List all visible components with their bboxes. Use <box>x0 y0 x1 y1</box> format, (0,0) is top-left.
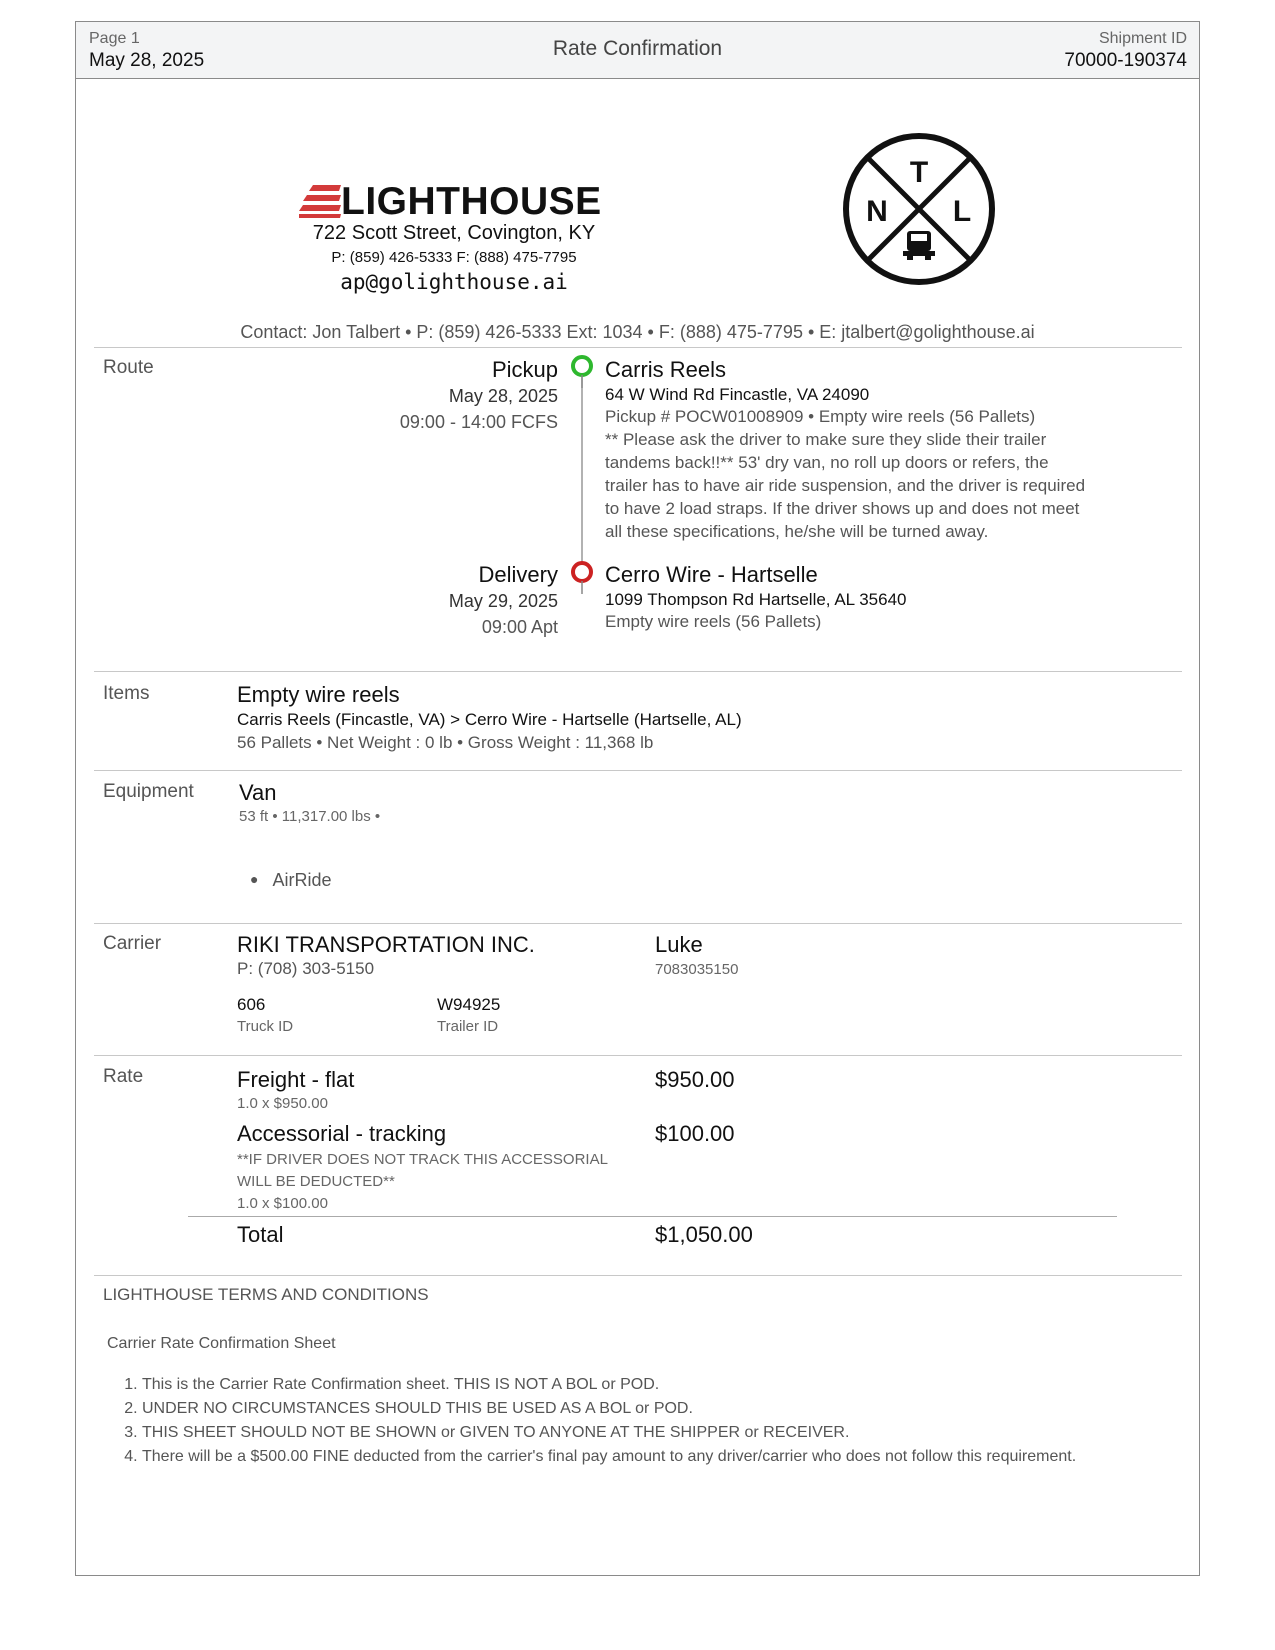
truck-icon <box>903 231 935 260</box>
rate-line-amount: $100.00 <box>655 1121 735 1146</box>
divider <box>94 347 1182 348</box>
rate-line-note: **IF DRIVER DOES NOT TRACK THIS ACCESSORIAL WILL BE DEDUCTED** <box>237 1151 608 1190</box>
delivery-details <box>605 562 1095 633</box>
pickup-address: 64 W Wind Rd Fincastle, VA 24090 <box>605 385 870 404</box>
equipment-label: Equipment <box>103 781 194 802</box>
terms-item: 1. This is the Carrier Rate Confirmation sheet. THIS IS NOT A BOL or POD. <box>142 1374 1137 1395</box>
trailer-id-label: Trailer ID <box>437 1018 499 1035</box>
ntl-badge-logo <box>841 131 997 287</box>
rate-confirmation-page <box>75 21 1200 1576</box>
divider <box>94 923 1182 924</box>
item-weights: 56 Pallets • Net Weight : 0 lb • Gross Weight : 11,368 lb <box>237 733 654 752</box>
carrier-name: RIKI TRANSPORTATION INC. <box>237 932 535 957</box>
delivery-address: 1099 Thompson Rd Hartselle, AL 35640 <box>605 590 907 609</box>
delivery-time: 09:00 Apt <box>481 617 558 637</box>
carrier-label: Carrier <box>103 933 162 954</box>
rate-line-name: Accessorial - tracking <box>237 1121 447 1146</box>
pickup-date: May 28, 2025 <box>448 386 558 406</box>
divider <box>94 1275 1182 1276</box>
equipment-feature-label: AirRide <box>272 870 332 890</box>
carrier-details <box>237 932 535 979</box>
delivery-schedule <box>298 562 558 640</box>
broker-address: 722 Scott Street, Covington, KY <box>312 222 596 244</box>
contact-line: Contact: Jon Talbert • P: (859) 426-5333 Ext: 1034 • F: (888) 475-7795 • E: jtalbert@golighthouse.ai <box>240 322 1035 342</box>
page-number: Page 1 <box>89 30 140 47</box>
divider <box>94 1055 1182 1056</box>
driver-phone: 7083035150 <box>655 961 739 978</box>
pickup-details <box>605 357 1095 543</box>
terms-list <box>115 1374 1137 1470</box>
header-right <box>1064 29 1187 73</box>
pickup-title: Pickup <box>491 357 558 382</box>
broker-email: ap@golighthouse.ai <box>340 270 568 294</box>
total-label: Total <box>237 1222 284 1247</box>
pickup-note: Pickup # POCW01008909 • Empty wire reels (56 Pallets) ** Please ask the driver to make sure they slide their trailer tandems back!!** 53' dry van, no roll up doors or refers, the trailer has to have air ride suspension, and the driver is required to have 2 load straps. If the driver shows up and does not meet all these specifications, he/she will be turned away. <box>605 407 1086 541</box>
bullet-icon: ● <box>250 871 259 887</box>
item-name: Empty wire reels <box>237 682 400 707</box>
total-amount: $1,050.00 <box>655 1222 753 1247</box>
truck-id: 606 <box>237 995 266 1014</box>
rate-line-accessorial <box>237 1121 637 1215</box>
lighthouse-stripes-icon <box>299 183 341 219</box>
total-divider <box>188 1216 1117 1217</box>
pickup-marker-icon <box>573 357 591 375</box>
item-lane: Carris Reels (Fincastle, VA) > Cerro Wire - Hartselle (Hartselle, AL) <box>237 710 742 729</box>
equipment-specs: 53 ft • 11,317.00 lbs • <box>239 808 381 825</box>
badge-letter-t: T <box>909 156 929 189</box>
pickup-schedule <box>298 357 558 435</box>
badge-letter-n: N <box>866 195 888 228</box>
lighthouse-logo-text: LIGHTHOUSE <box>341 180 602 223</box>
divider <box>94 770 1182 771</box>
delivery-date: May 29, 2025 <box>448 591 558 611</box>
items-details <box>237 682 742 753</box>
document-header <box>76 22 1199 79</box>
broker-phones: P: (859) 426-5333 F: (888) 475-7795 <box>331 249 577 266</box>
terms-heading: LIGHTHOUSE TERMS AND CONDITIONS <box>103 1285 429 1304</box>
delivery-title: Delivery <box>478 562 558 587</box>
equipment-feature-item <box>250 870 332 891</box>
trailer-id-block <box>437 995 500 1035</box>
pickup-time: 09:00 - 14:00 FCFS <box>399 412 558 432</box>
rate-line-calc: 1.0 x $100.00 <box>237 1195 328 1212</box>
driver-details <box>655 932 738 978</box>
pickup-name: Carris Reels <box>605 357 727 382</box>
driver-name: Luke <box>655 932 703 957</box>
truck-id-block <box>237 995 293 1035</box>
items-label: Items <box>103 683 150 704</box>
rate-label: Rate <box>103 1066 144 1087</box>
equipment-type: Van <box>239 780 277 805</box>
carrier-phone: P: (708) 303-5150 <box>237 959 375 978</box>
terms-item: 4. There will be a $500.00 FINE deducted from the carrier's final pay amount to any driver/carrier who does not follow this requirement. <box>142 1446 1137 1467</box>
delivery-note: Empty wire reels (56 Pallets) <box>605 612 822 631</box>
route-label: Route <box>103 357 154 378</box>
rate-line-freight <box>237 1067 354 1112</box>
shipment-id-label: Shipment ID <box>1098 30 1187 47</box>
terms-item: 2. UNDER NO CIRCUMSTANCES SHOULD THIS BE USED AS A BOL or POD. <box>142 1398 1137 1419</box>
terms-subheading: Carrier Rate Confirmation Sheet <box>107 1335 336 1352</box>
truck-id-label: Truck ID <box>237 1018 294 1035</box>
badge-letter-l: L <box>952 195 972 228</box>
equipment-details <box>239 780 380 825</box>
route-timeline <box>570 354 594 622</box>
divider <box>94 671 1182 672</box>
rate-line-name: Freight - flat <box>237 1067 355 1092</box>
document-date: May 28, 2025 <box>89 50 205 71</box>
trailer-id: W94925 <box>437 995 501 1014</box>
shipment-id: 70000-190374 <box>1064 50 1187 71</box>
delivery-name: Cerro Wire - Hartselle <box>605 562 818 587</box>
terms-item: 3. THIS SHEET SHOULD NOT BE SHOWN or GIVEN TO ANYONE AT THE SHIPPER or RECEIVER. <box>142 1422 1137 1443</box>
document-title: Rate Confirmation <box>552 37 723 60</box>
rate-line-calc: 1.0 x $950.00 <box>237 1095 328 1112</box>
rate-line-amount: $950.00 <box>655 1067 735 1092</box>
delivery-marker-icon <box>573 563 591 581</box>
